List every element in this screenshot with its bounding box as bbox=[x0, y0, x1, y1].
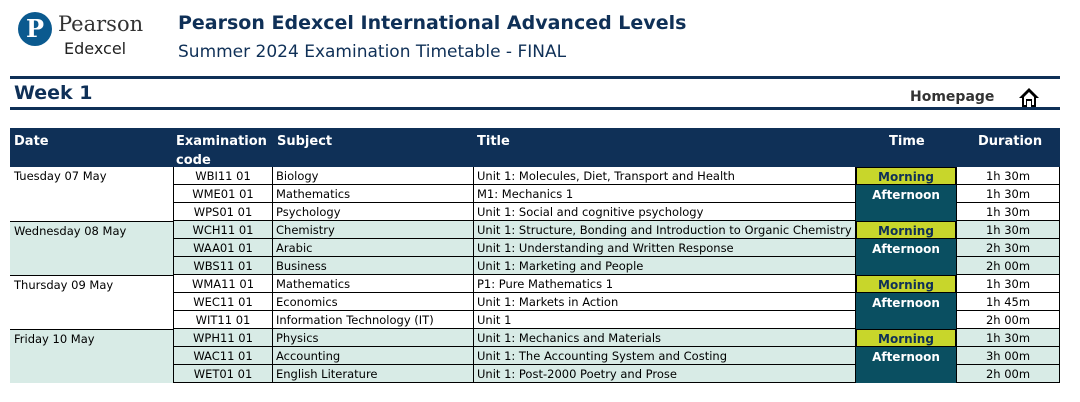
pearson-logo[interactable] bbox=[18, 10, 148, 62]
exam-subject: Chemistry bbox=[273, 221, 474, 239]
exam-subject: Mathematics bbox=[273, 185, 474, 203]
week-heading: Week 1 bbox=[14, 82, 93, 104]
day-date: Friday 10 May bbox=[10, 330, 173, 383]
exam-title: Unit 1: Post-2000 Poetry and Prose bbox=[474, 365, 856, 383]
exam-code: WCH11 01 bbox=[173, 221, 273, 239]
exam-duration: 1h 30m bbox=[956, 221, 1060, 239]
exam-subject: Economics bbox=[273, 293, 474, 311]
exam-subject: Physics bbox=[273, 329, 474, 347]
exam-duration: 1h 30m bbox=[956, 167, 1060, 185]
exam-code: WET01 01 bbox=[173, 365, 273, 383]
time-morning-badge: Morning bbox=[856, 329, 956, 347]
exam-subject: Psychology bbox=[273, 203, 474, 221]
header-duration: Duration bbox=[978, 134, 1043, 149]
exam-subject: Arabic bbox=[273, 239, 474, 257]
day-date: Wednesday 08 May bbox=[10, 222, 173, 275]
exam-duration: 3h 00m bbox=[956, 347, 1060, 365]
exam-subject: English Literature bbox=[273, 365, 474, 383]
exam-subject: Business bbox=[273, 257, 474, 275]
header-code-line1: Examination bbox=[176, 134, 267, 149]
exam-title: Unit 1: Marketing and People bbox=[474, 257, 856, 275]
exam-code: WME01 01 bbox=[173, 185, 273, 203]
exam-code: WPS01 01 bbox=[173, 203, 273, 221]
exam-title: Unit 1: Structure, Bonding and Introduction to Organic Chemistry bbox=[474, 221, 856, 239]
exam-duration: 1h 30m bbox=[956, 275, 1060, 293]
exam-subject: Mathematics bbox=[273, 275, 474, 293]
time-morning-badge: Morning bbox=[856, 221, 956, 239]
exam-duration: 1h 30m bbox=[956, 329, 1060, 347]
page-header bbox=[0, 0, 1080, 75]
time-afternoon-badge: Afternoon bbox=[856, 347, 956, 383]
exam-title: M1: Mechanics 1 bbox=[474, 185, 856, 203]
exam-code: WBI11 01 bbox=[173, 167, 273, 185]
exam-code: WAA01 01 bbox=[173, 239, 273, 257]
time-afternoon-badge: Afternoon bbox=[856, 239, 956, 275]
header-date: Date bbox=[14, 134, 49, 149]
header-code-line2: code bbox=[176, 153, 211, 168]
exam-code: WIT11 01 bbox=[173, 311, 273, 329]
exam-subject: Information Technology (IT) bbox=[273, 311, 474, 329]
exam-duration: 2h 30m bbox=[956, 239, 1060, 257]
time-afternoon-badge: Afternoon bbox=[856, 293, 956, 329]
time-morning-badge: Morning bbox=[856, 167, 956, 185]
table-header bbox=[10, 128, 1060, 167]
exam-code: WAC11 01 bbox=[173, 347, 273, 365]
exam-code: WEC11 01 bbox=[173, 293, 273, 311]
exam-duration: 1h 30m bbox=[956, 203, 1060, 221]
exam-duration: 2h 00m bbox=[956, 257, 1060, 275]
exam-title: P1: Pure Mathematics 1 bbox=[474, 275, 856, 293]
time-afternoon-badge: Afternoon bbox=[856, 185, 956, 221]
exam-title: Unit 1: Understanding and Written Response bbox=[474, 239, 856, 257]
exam-duration: 2h 00m bbox=[956, 311, 1060, 329]
divider-top bbox=[10, 76, 1060, 79]
exam-title: Unit 1: Molecules, Diet, Transport and Health bbox=[474, 167, 856, 185]
exam-subject: Biology bbox=[273, 167, 474, 185]
homepage-link[interactable]: Homepage bbox=[910, 89, 995, 105]
page-title: Pearson Edexcel International Advanced Levels bbox=[178, 12, 687, 34]
header-code bbox=[176, 132, 267, 170]
header-subject: Subject bbox=[277, 134, 333, 149]
exam-subject: Accounting bbox=[273, 347, 474, 365]
pearson-logo-icon: P bbox=[18, 12, 52, 46]
exam-code: WBS11 01 bbox=[173, 257, 273, 275]
exam-title: Unit 1: The Accounting System and Costing bbox=[474, 347, 856, 365]
exam-title: Unit 1: Mechanics and Materials bbox=[474, 329, 856, 347]
exam-duration: 2h 00m bbox=[956, 365, 1060, 383]
day-date: Thursday 09 May bbox=[10, 276, 173, 329]
exam-duration: 1h 45m bbox=[956, 293, 1060, 311]
exam-duration: 1h 30m bbox=[956, 185, 1060, 203]
header-time: Time bbox=[889, 134, 925, 149]
exam-code: WPH11 01 bbox=[173, 329, 273, 347]
page-subtitle: Summer 2024 Examination Timetable - FINAL bbox=[178, 42, 567, 62]
logo-pearson-text: Pearson bbox=[58, 12, 144, 36]
day-date: Tuesday 07 May bbox=[10, 167, 173, 221]
logo-edexcel-text: Edexcel bbox=[64, 39, 127, 58]
exam-title: Unit 1 bbox=[474, 311, 856, 329]
divider-bottom bbox=[10, 107, 1060, 110]
header-title: Title bbox=[477, 134, 510, 149]
exam-code: WMA11 01 bbox=[173, 275, 273, 293]
exam-title: Unit 1: Social and cognitive psychology bbox=[474, 203, 856, 221]
home-icon[interactable] bbox=[1018, 86, 1040, 108]
time-morning-badge: Morning bbox=[856, 275, 956, 293]
exam-title: Unit 1: Markets in Action bbox=[474, 293, 856, 311]
